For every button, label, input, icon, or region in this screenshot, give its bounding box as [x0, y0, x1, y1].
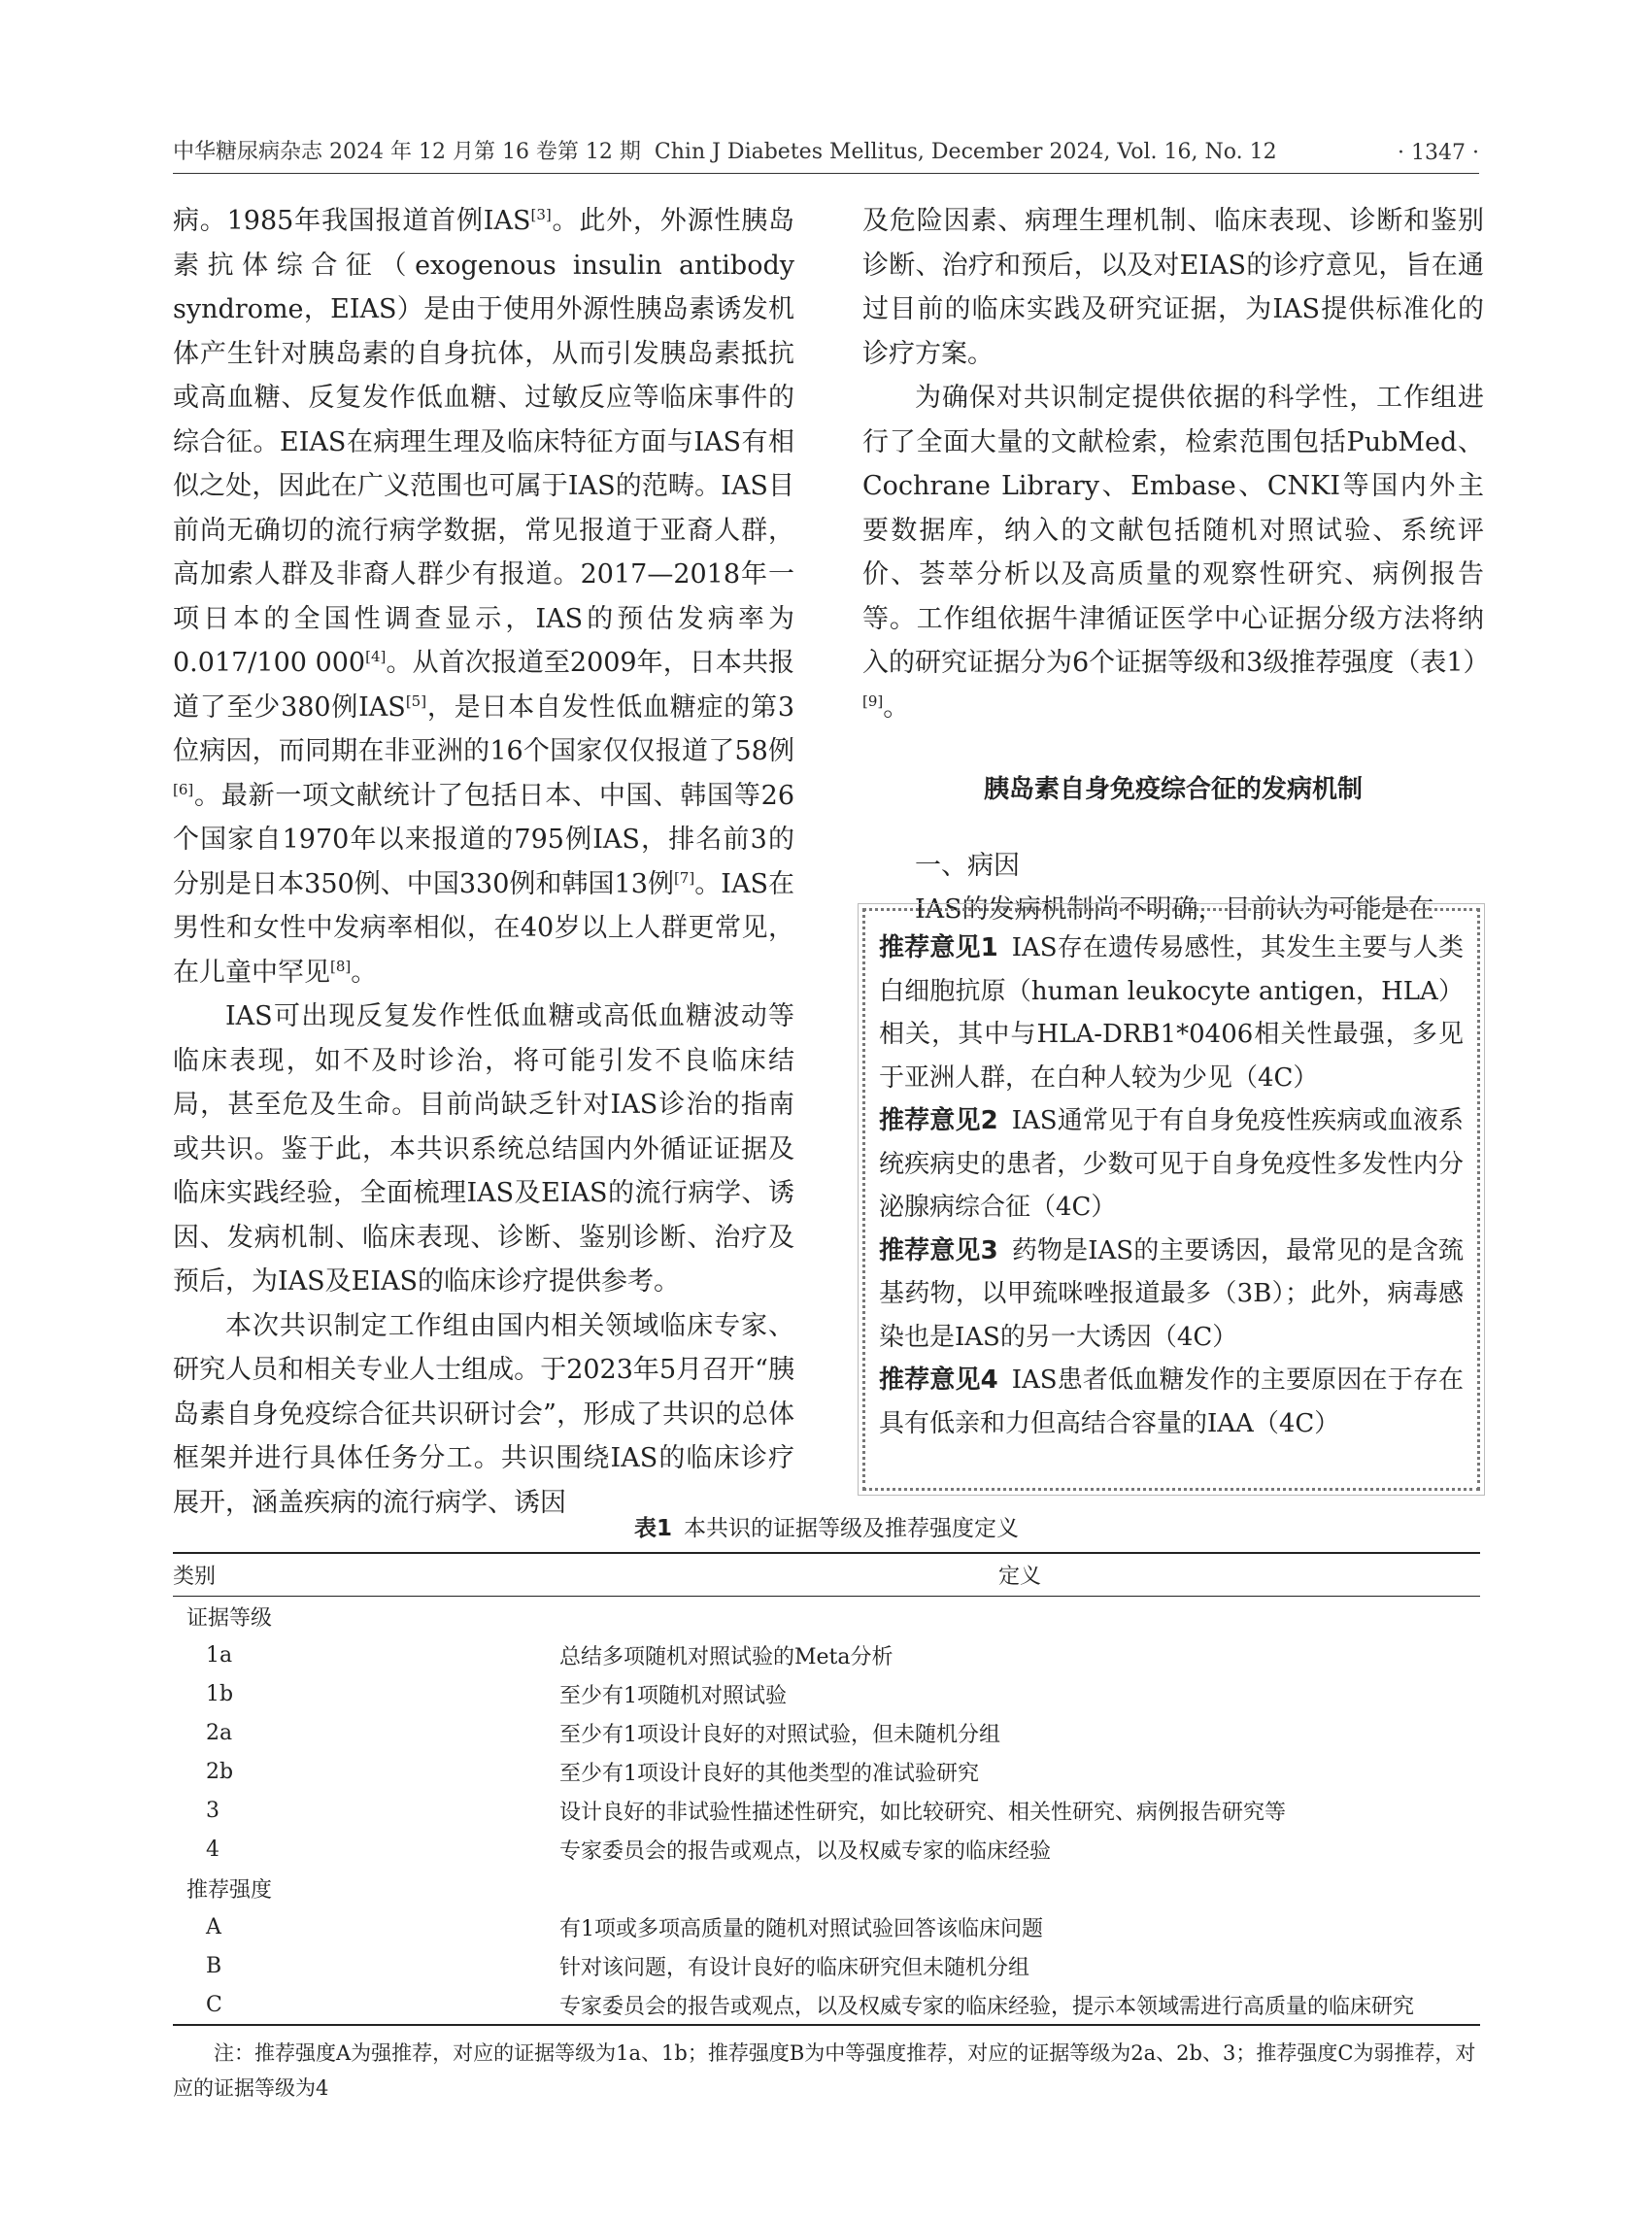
table-header-row [173, 1553, 1480, 1597]
running-header [173, 126, 1479, 174]
recommendation-text: IAS患者低血糖发作的主要原因在于存在具有低亲和力但高结合容量的IAA（4C） [879, 1365, 1464, 1438]
paragraph-6: IAS的发病机制尚不明确，目前认为可能是在 [915, 894, 1434, 925]
text-run: 。IAS在男性和女性中发病率相似，在40岁以上人群更常见，在儿童中罕见 [173, 868, 794, 988]
definition-cell: 专家委员会的报告或观点，以及权威专家的临床经验，提示本领域需进行高质量的临床研究 [559, 1994, 1415, 2019]
definition-cell: 设计良好的非试验性描述性研究，如比较研究、相关性研究、病例报告研究等 [559, 1800, 1287, 1825]
category-cell: B [206, 1953, 222, 1978]
ref-link[interactable]: [9] [862, 691, 884, 710]
table-row [173, 1713, 1480, 1752]
text-run: 。最新一项文献统计了包括日本、中国、韩国等26个国家自1970年以来报道的795例IAS，排名前3的分别是日本350例、中国330例和韩国13例 [173, 780, 794, 899]
paragraph-3: 本次共识制定工作组由国内相关领域临床专家、研究人员和相关专业人士组成。于2023年5月召开“胰岛素自身免疫综合征共识研讨会”，形成了共识的总体框架并进行具体任务分工。共识围绕IAS的临床诊疗展开，涵盖疾病的流行病学、诱因 [173, 1310, 794, 1518]
table-row [173, 1674, 1480, 1713]
table-row [173, 1791, 1480, 1830]
ref-link[interactable]: [6] [173, 780, 194, 798]
page-number: · 1347 · [1398, 141, 1479, 165]
journal-title-en: Chin J Diabetes Mellitus, December 2024, Vol. 16, No. 12 [654, 140, 1277, 164]
table-group-row [173, 1869, 1480, 1907]
evidence-table-section [173, 1510, 1480, 2106]
definition-cell: 至少有1项随机对照试验 [559, 1683, 787, 1708]
definition-cell: 至少有1项设计良好的其他类型的准试验研究 [559, 1761, 979, 1786]
text-run: 。此外，外源性胰岛素抗体综合征（exogenous insulin antibody syndrome，EIAS）是由于使用外源性胰岛素诱发机体产生针对胰岛素的自身抗体，从而引发胰岛素抵抗或高血糖、反复发作低血糖、过敏反应等临床事件的综合征。EIAS在病理生理及临床特征方面与IAS有相似之处，因此在广义范围也可属于IAS的范畴。IAS目前尚无确切的流行病学数据，常见报道于亚裔人群，高加索人群及非裔人群少有报道。2017—2018年一项日本的全国性调查显示，IAS的预估发病率为0.017/100 000 [173, 206, 795, 678]
text-run: ，是日本自发性低血糖症的第3位病因，而同期在非亚洲的16个国家仅仅报道了58例 [173, 691, 794, 766]
definition-cell: 总结多项随机对照试验的Meta分析 [559, 1644, 893, 1669]
group-label: 证据等级 [186, 1605, 273, 1631]
category-cell: A [206, 1914, 221, 1939]
text-run: 为确保对共识制定提供依据的科学性，工作组进行了全面大量的文献检索，检索范围包括PubMed、Cochrane Library、Embase、CNKI等国内外主要数据库，纳入的文献包括随机对照试验、系统评价、荟萃分析以及高质量的观察性研究、病例报告等。工作组依据牛津循证医学中心证据分级方法将纳入的研究证据分为6个证据等级和3级推荐强度（表1） [862, 383, 1490, 678]
paragraph-1 [173, 199, 794, 995]
definition-cell: 专家委员会的报告或观点，以及权威专家的临床经验 [559, 1838, 1052, 1864]
recommendation-3 [879, 1230, 1464, 1360]
table-row [173, 1752, 1480, 1791]
table-row [173, 1830, 1480, 1869]
recommendation-label: 推荐意见3 [879, 1235, 998, 1265]
table-row [173, 1907, 1480, 1946]
left-column [173, 199, 794, 1525]
ref-link[interactable]: [5] [405, 691, 427, 710]
recommendation-1 [879, 927, 1464, 1099]
recommendation-label: 推荐意见4 [879, 1365, 998, 1395]
text-run: 。 [351, 957, 378, 988]
journal-title-cn: 中华糖尿病杂志 2024 年 12 月第 16 卷第 12 期 [173, 140, 641, 164]
recommendation-4 [879, 1359, 1464, 1445]
table-row [173, 1635, 1480, 1674]
recommendation-text: IAS通常见于有自身免疫性疾病或血液系统疾病史的患者，少数可见于自身免疫性多发性内分泌腺病综合征（4C） [879, 1106, 1464, 1222]
ref-link[interactable]: [7] [673, 868, 695, 887]
table-label: 表1 [633, 1516, 672, 1541]
text-run: 。 [883, 691, 910, 723]
ref-link[interactable]: [4] [365, 648, 387, 665]
recommendation-box [862, 908, 1480, 1491]
recommendation-text: IAS存在遗传易感性，其发生主要与人类白细胞抗原（human leukocyte antigen，HLA）相关，其中与HLA-DRB1*0406相关性最强，多见于亚洲人群，在白种人较为少见（4C） [879, 933, 1464, 1093]
recommendation-text: 药物是IAS的主要诱因，最常见的是含巯基药物，以甲巯咪唑报道最多（3B）；此外，病毒感染也是IAS的另一大诱因（4C） [879, 1235, 1464, 1352]
text-run: 。从首次报道至2009年，日本共报道了至少380例IAS [173, 648, 795, 723]
category-cell: 2a [206, 1720, 233, 1745]
section-title: 胰岛素自身免疫综合征的发病机制 [983, 775, 1363, 804]
recommendation-2 [879, 1099, 1464, 1230]
category-cell: 1a [206, 1642, 233, 1668]
evidence-table [173, 1552, 1480, 2026]
recommendation-label: 推荐意见1 [879, 933, 998, 962]
paragraph-4: 及危险因素、病理生理机制、临床表现、诊断和鉴别诊断、治疗和预后，以及对EIAS的诊疗意见，旨在通过目前的临床实践及研究证据，为IAS提供标准化的诊疗方案。 [862, 206, 1484, 369]
group-label: 推荐强度 [186, 1877, 273, 1903]
definition-cell: 有1项或多项高质量的随机对照试验回答该临床问题 [559, 1916, 1043, 1941]
category-cell: 4 [206, 1837, 219, 1862]
text-run: 病。1985年我国报道首例IAS [173, 206, 531, 236]
column-header-definition: 定义 [997, 1565, 1041, 1589]
table-caption [173, 1510, 1480, 1542]
category-cell: 1b [206, 1681, 234, 1706]
paragraph-2: IAS可出现反复发作性低血糖或高低血糖波动等临床表现，如不及时诊治，将可能引发不良临床结局，甚至危及生命。目前尚缺乏针对IAS诊治的指南或共识。鉴于此，本共识系统总结国内外循证证据及临床实践经验，全面梳理IAS及EIAS的流行病学、诱因、发病机制、临床表现、诊断、鉴别诊断、治疗及预后，为IAS及EIAS的临床诊疗提供参考。 [173, 1001, 794, 1297]
table-row [173, 1946, 1480, 1985]
subsection-heading: 一、病因 [915, 850, 1020, 881]
table-group-row [173, 1597, 1480, 1636]
table-row [173, 1985, 1480, 2025]
column-header-category: 类别 [173, 1565, 217, 1589]
recommendation-label: 推荐意见2 [879, 1106, 998, 1135]
definition-cell: 针对该问题，有设计良好的临床研究但未随机分组 [559, 1955, 1030, 1980]
category-cell: 3 [206, 1798, 219, 1823]
table-title: 本共识的证据等级及推荐强度定义 [684, 1516, 1019, 1541]
ref-link[interactable]: [8] [330, 957, 352, 975]
right-column [862, 199, 1490, 932]
ref-link[interactable]: [3] [530, 206, 552, 223]
category-cell: 2b [206, 1759, 234, 1784]
paragraph-5 [862, 376, 1490, 729]
table-note: 注：推荐强度A为强推荐，对应的证据等级为1a、1b；推荐强度B为中等强度推荐，对应的证据等级为2a、2b、3；推荐强度C为弱推荐，对应的证据等级为4 [173, 2041, 1476, 2100]
definition-cell: 至少有1项设计良好的对照试验，但未随机分组 [559, 1722, 1000, 1747]
journal-header [173, 135, 1277, 165]
category-cell: C [206, 1992, 222, 2017]
